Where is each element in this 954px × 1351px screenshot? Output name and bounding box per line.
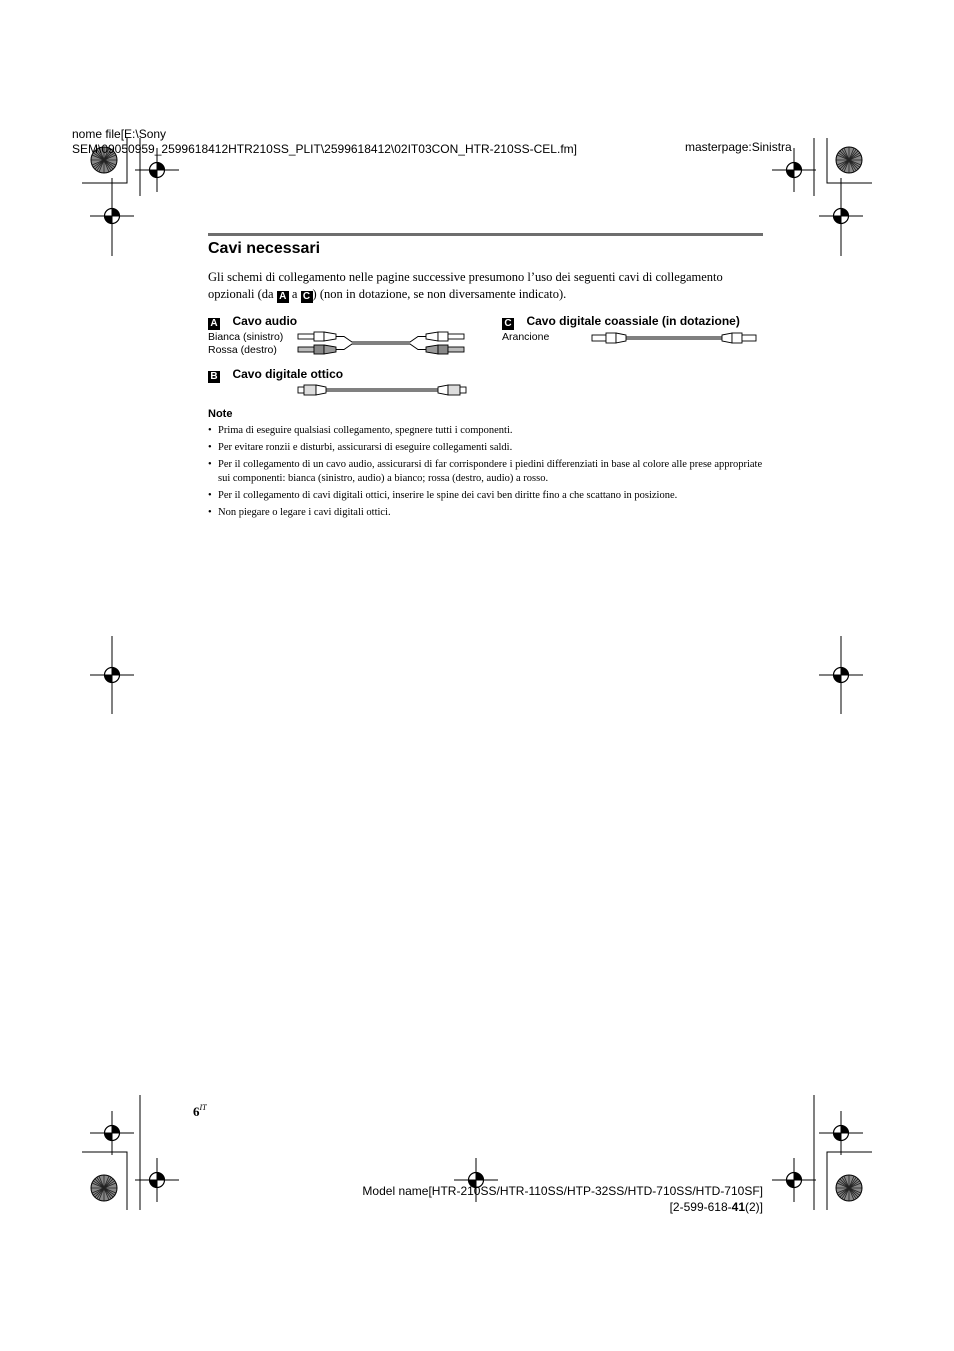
note-item: • Per evitare ronzii e disturbi, assicurarsi di eseguire collegamenti saldi. (208, 441, 768, 455)
section-title: Cavi necessari (208, 240, 321, 257)
page-number (193, 1103, 207, 1120)
cable-a-labels (208, 331, 283, 357)
note-item: • Per il collegamento di cavi digitali ottici, inserire le spine dei cavi ben diritte fino a che scattano in posizione. (208, 489, 768, 503)
page-lang: IT (199, 1103, 207, 1112)
note-item: • Per il collegamento di un cavo audio, assicurarsi di far corrispondere i piedini differenziati in base al colore alle prese appropriate sui componenti: bianca (sinistro, audio) a bianco; rossa (destro, audio) a rosso. (208, 458, 768, 486)
letter-box-a: A (208, 318, 220, 330)
file-path (72, 127, 577, 157)
label-orange: Arancione (502, 331, 550, 343)
masterpage-label: masterpage:Sinistra (685, 140, 792, 154)
intro-text-2: a (288, 287, 301, 301)
code-bold: 41 (731, 1200, 745, 1214)
letter-box-a: A (277, 291, 289, 303)
footer-model-info (362, 1183, 763, 1215)
label-white: Bianca (sinistro) (208, 331, 284, 343)
label-red: Rossa (destro) (208, 344, 277, 356)
file-path-line-2: SEM\09050959_2599618412HTR210SS_PLIT\2599618412\02IT03CON_HTR-210SS-CEL.fm] (72, 142, 577, 156)
coaxial-cable-illustration (590, 330, 762, 346)
optical-cable-illustration (296, 382, 468, 398)
cable-a-heading (208, 312, 297, 330)
note-item: • Prima di eseguire qualsiasi collegamento, spegnere tutti i componenti. (208, 424, 768, 438)
document-code (362, 1199, 763, 1215)
intro-text-3: ) (non in dotazione, se non diversamente indicato). (312, 287, 567, 301)
section-rule (208, 233, 763, 236)
cable-c-heading (502, 312, 740, 330)
cable-a-title: Cavo audio (232, 314, 298, 328)
cable-b-title: Cavo digitale ottico (232, 367, 344, 381)
code-suffix: (2)] (745, 1200, 763, 1214)
intro-paragraph (208, 269, 768, 303)
intro-text-1: Gli schemi di collegamento nelle pagine successive presumono l’uso dei seguenti cavi di collegamento opzionali (da (208, 270, 723, 301)
model-name: Model name[HTR-210SS/HTR-110SS/HTP-32SS/HTD-710SS/HTD-710SF] (362, 1184, 763, 1198)
letter-box-c: C (301, 291, 313, 303)
notes-list (208, 424, 768, 523)
cable-c-title: Cavo digitale coassiale (in dotazione) (526, 314, 740, 328)
code-prefix: [2-599-618- (669, 1200, 732, 1214)
cable-b-heading (208, 365, 343, 383)
audio-cable-illustration (296, 330, 468, 358)
letter-box-c: C (502, 318, 514, 330)
page-number-value: 6 (193, 1104, 200, 1119)
file-path-line-1: nome file[E:\Sony (72, 127, 167, 141)
note-item: • Non piegare o legare i cavi digitali ottici. (208, 506, 768, 520)
letter-box-b: B (208, 371, 220, 383)
notes-heading: Note (208, 408, 233, 420)
